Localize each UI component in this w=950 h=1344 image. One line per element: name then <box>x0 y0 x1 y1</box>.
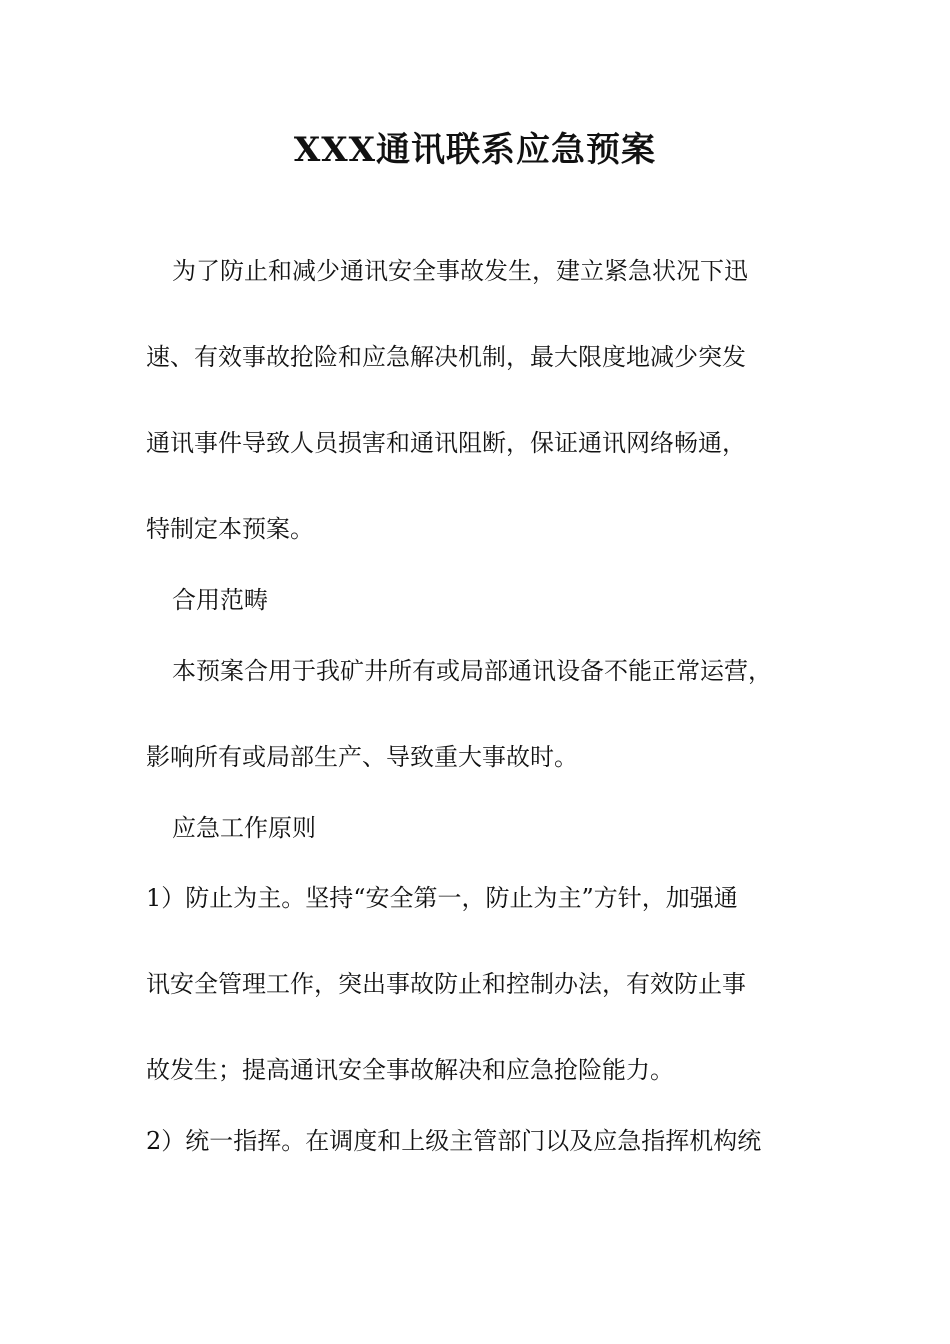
section-heading: 合用范畴 <box>172 586 268 614</box>
paragraph-line: 本预案合用于我矿井所有或局部通讯设备不能正常运营， <box>172 657 772 685</box>
list-item-line: 故发生；提高通讯安全事故解决和应急抢险能力。 <box>146 1056 674 1084</box>
paragraph-line: 速、有效事故抢险和应急解决机制，最大限度地减少突发 <box>146 343 746 371</box>
document-title: XXX通讯联系应急预案 <box>293 130 657 170</box>
paragraph-line: 特制定本预案。 <box>146 515 314 543</box>
list-item-line: 2）统一指挥。在调度和上级主管部门以及应急指挥机构统 <box>146 1127 762 1155</box>
list-item-line: 1）防止为主。坚持“安全第一，防止为主”方针，加强通 <box>146 884 738 912</box>
paragraph-line: 为了防止和减少通讯安全事故发生，建立紧急状况下迅 <box>172 257 748 285</box>
paragraph-line: 影响所有或局部生产、导致重大事故时。 <box>146 743 578 771</box>
section-heading: 应急工作原则 <box>172 814 316 842</box>
paragraph-line: 通讯事件导致人员损害和通讯阻断，保证通讯网络畅通， <box>146 429 746 457</box>
list-item-line: 讯安全管理工作，突出事故防止和控制办法，有效防止事 <box>146 970 746 998</box>
